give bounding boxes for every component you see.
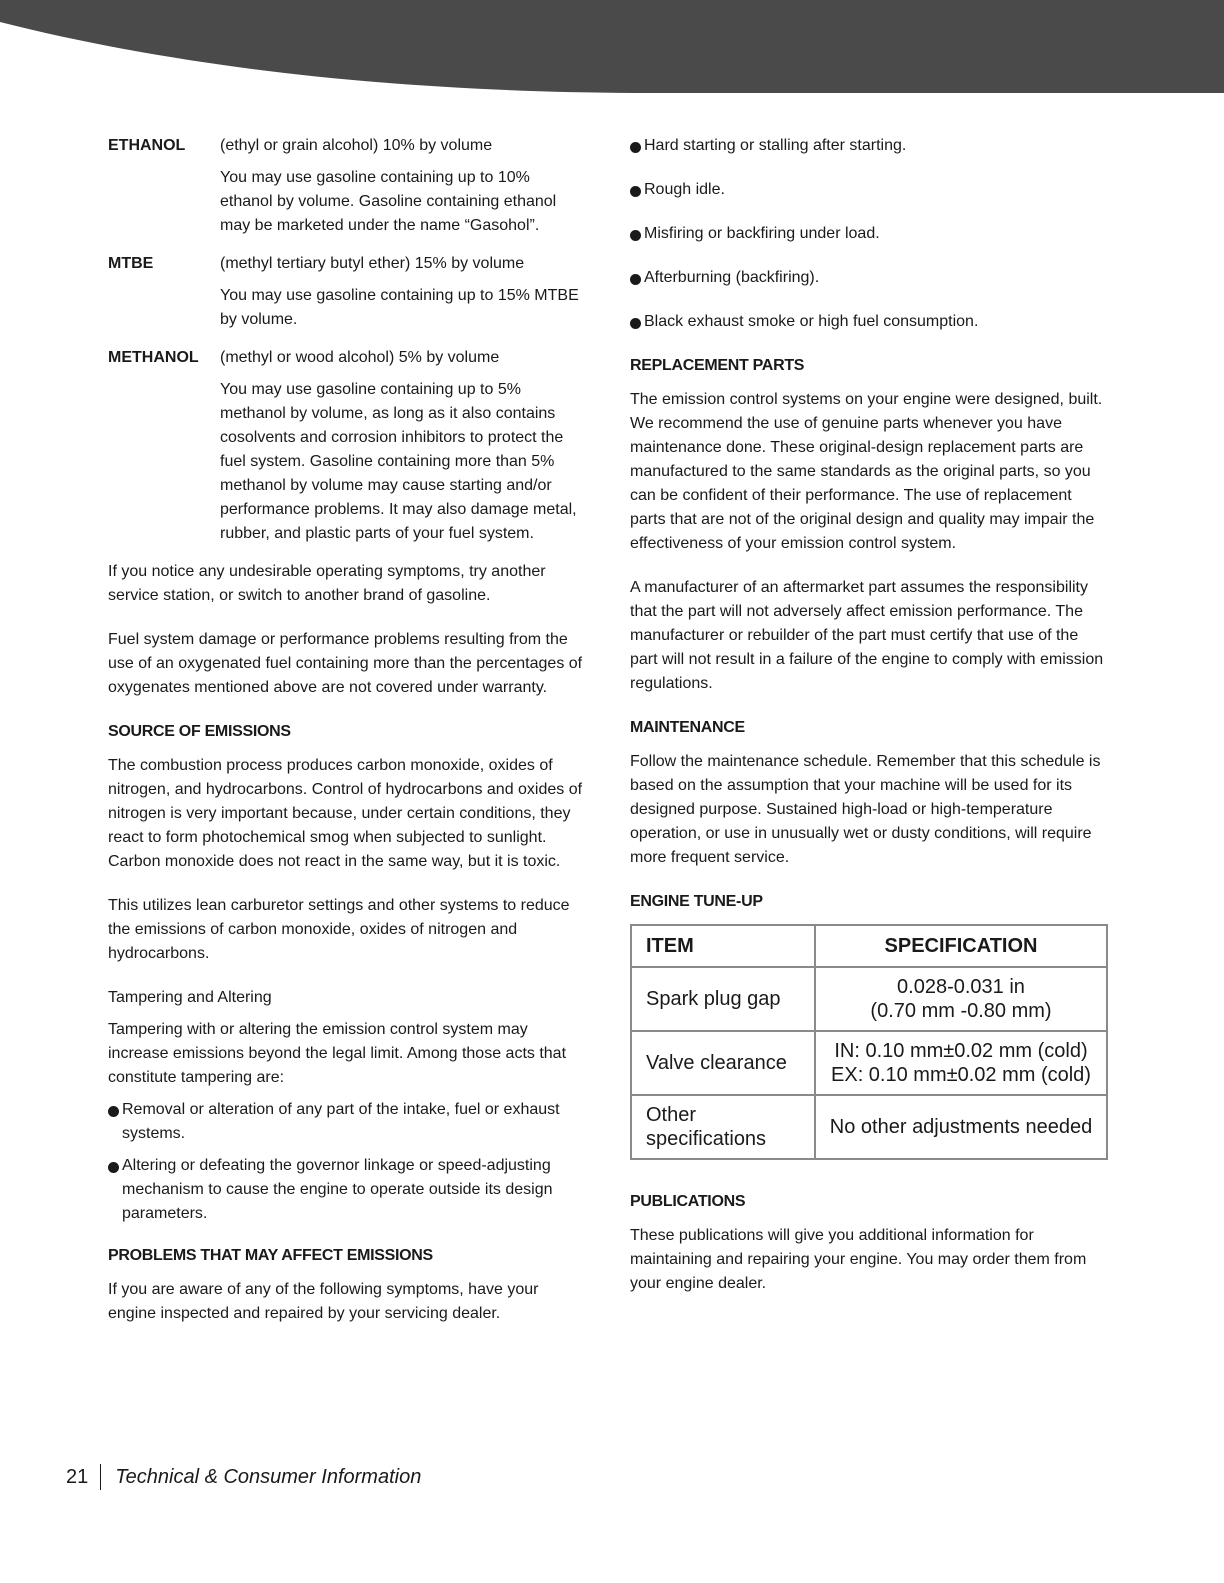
tampering-paragraph: Tampering with or altering the emission control system may increase emissions beyond the legal limit. Among those acts that constitute tampering are:: [108, 1021, 567, 1086]
page-number: 21: [66, 1465, 89, 1488]
footer-title: Technical & Consumer Information: [115, 1465, 422, 1488]
table-cell-item: Spark plug gap: [631, 967, 815, 1031]
oxygenate-spec: (methyl tertiary butyl ether) 15% by volume: [220, 255, 525, 272]
list-item: Rough idle.: [630, 178, 1107, 202]
replacement-paragraph-1: The emission control systems on your engine were designed, built. We recommend the use of genuine parts whenever you have maintenance done. These original-design replacement parts are manufactured to the same standards as the original parts, so you can be confident of their performance. The use of replacement parts that are not of the original design and quality may impair the effectiveness of your emission control system.: [630, 391, 1103, 552]
oxygenate-description: You may use gasoline containing up to 5% methanol by volume, as long as it also contains cosolvents and corrosion inhibitors to protect the fuel system. Gasoline containing more than 5% methanol by volume may cause starting and/or performance problems. It may also damage metal, rubber, and plastic parts of your fuel system.: [220, 381, 577, 542]
table-cell-spec: [815, 1031, 1107, 1095]
table-header-specification: SPECIFICATION: [815, 925, 1107, 967]
list-item: Altering or defeating the governor linkage or speed-adjusting mechanism to cause the engine to operate outside its design parameters.: [108, 1154, 584, 1226]
symptom-list: [630, 134, 1107, 334]
source-paragraph-2: This utilizes lean carburetor settings and other systems to reduce the emissions of carbon monoxide, oxides of nitrogen and hydrocarbons.: [108, 897, 570, 962]
table-cell-item: Other specifications: [631, 1095, 815, 1159]
oxygenate-term: ETHANOL: [108, 137, 186, 154]
table-cell-spec: [815, 967, 1107, 1031]
table-cell-item: Valve clearance: [631, 1031, 815, 1095]
replacement-parts-heading: REPLACEMENT PARTS: [630, 357, 805, 374]
oxygenate-spec: (ethyl or grain alcohol) 10% by volume: [220, 137, 493, 154]
table-header-row: [631, 925, 1107, 967]
symptoms-paragraph: If you notice any undesirable operating symptoms, try another service station, or switch to another brand of gasoline.: [108, 563, 546, 604]
oxygenate-description: You may use gasoline containing up to 10% ethanol by volume. Gasoline containing ethanol may be marketed under the name “Gasohol”.: [220, 169, 557, 234]
right-column: [630, 134, 1107, 1296]
table-row: [631, 1095, 1107, 1159]
list-item: Afterburning (backfiring).: [630, 266, 1107, 290]
problems-heading: PROBLEMS THAT MAY AFFECT EMISSIONS: [108, 1247, 433, 1264]
table-cell-spec: [815, 1095, 1107, 1159]
tampering-heading: Tampering and Altering: [108, 989, 272, 1006]
table-row: [631, 967, 1107, 1031]
spec-line: (0.70 mm -0.80 mm): [870, 1000, 1052, 1022]
list-item: Misfiring or backfiring under load.: [630, 222, 1107, 246]
spec-line: IN: 0.10 mm±0.02 mm (cold): [834, 1040, 1088, 1062]
header-band-shape: [0, 0, 1224, 93]
list-item: Black exhaust smoke or high fuel consumption.: [630, 310, 1107, 334]
oxygenate-term: MTBE: [108, 255, 154, 272]
oxygenate-mtbe: [108, 252, 584, 332]
problems-paragraph: If you are aware of any of the following symptoms, have your engine inspected and repaired by your servicing dealer.: [108, 1281, 539, 1322]
list-item: Removal or alteration of any part of the intake, fuel or exhaust systems.: [108, 1098, 584, 1146]
oxygenate-ethanol: [108, 134, 584, 238]
publications-paragraph: These publications will give you additional information for maintaining and repairing your engine. You may order them from your engine dealer.: [630, 1227, 1087, 1292]
tampering-list: [108, 1098, 584, 1226]
source-paragraph-1: The combustion process produces carbon monoxide, oxides of nitrogen, and hydrocarbons. Control of hydrocarbons and oxides of nitrogen is very important because, under certain conditions, they react to form photochemical smog when subjected to sunlight. Carbon monoxide does not react in the same way, but it is toxic.: [108, 757, 583, 870]
spec-line: 0.028-0.031 in: [897, 976, 1025, 998]
oxygenate-term: METHANOL: [108, 349, 199, 366]
maintenance-heading: MAINTENANCE: [630, 719, 745, 736]
list-item: Hard starting or stalling after starting.: [630, 134, 1107, 158]
table-header-item: ITEM: [631, 925, 815, 967]
footer-divider: [100, 1464, 101, 1490]
replacement-paragraph-2: A manufacturer of an aftermarket part assumes the responsibility that the part will not adversely affect emission performance. The manufacturer or rebuilder of the part must certify that use of the part will not result in a failure of the engine to comply with emission regulations.: [630, 579, 1104, 692]
spec-line: No other adjustments needed: [829, 1116, 1093, 1138]
left-column: [108, 134, 584, 1326]
tune-up-table: [630, 924, 1108, 1160]
table-row: [631, 1031, 1107, 1095]
page-footer: [66, 1464, 421, 1490]
warranty-paragraph: Fuel system damage or performance problems resulting from the use of an oxygenated fuel containing more than the percentages of oxygenates mentioned above are not covered under warranty.: [108, 631, 583, 696]
spec-line: EX: 0.10 mm±0.02 mm (cold): [831, 1064, 1091, 1086]
source-of-emissions-heading: SOURCE OF EMISSIONS: [108, 723, 291, 740]
oxygenate-spec: (methyl or wood alcohol) 5% by volume: [220, 349, 500, 366]
publications-heading: PUBLICATIONS: [630, 1193, 746, 1210]
maintenance-paragraph: Follow the maintenance schedule. Remember that this schedule is based on the assumption that your machine will be used for its designed purpose. Sustained high-load or high-temperature operation, or use in unusually wet or dusty conditions, will require more frequent service.: [630, 753, 1101, 866]
engine-tune-up-heading: ENGINE TUNE-UP: [630, 893, 763, 910]
oxygenate-methanol: [108, 346, 584, 546]
oxygenate-description: You may use gasoline containing up to 15% MTBE by volume.: [220, 287, 579, 328]
header-band: [0, 0, 1224, 100]
